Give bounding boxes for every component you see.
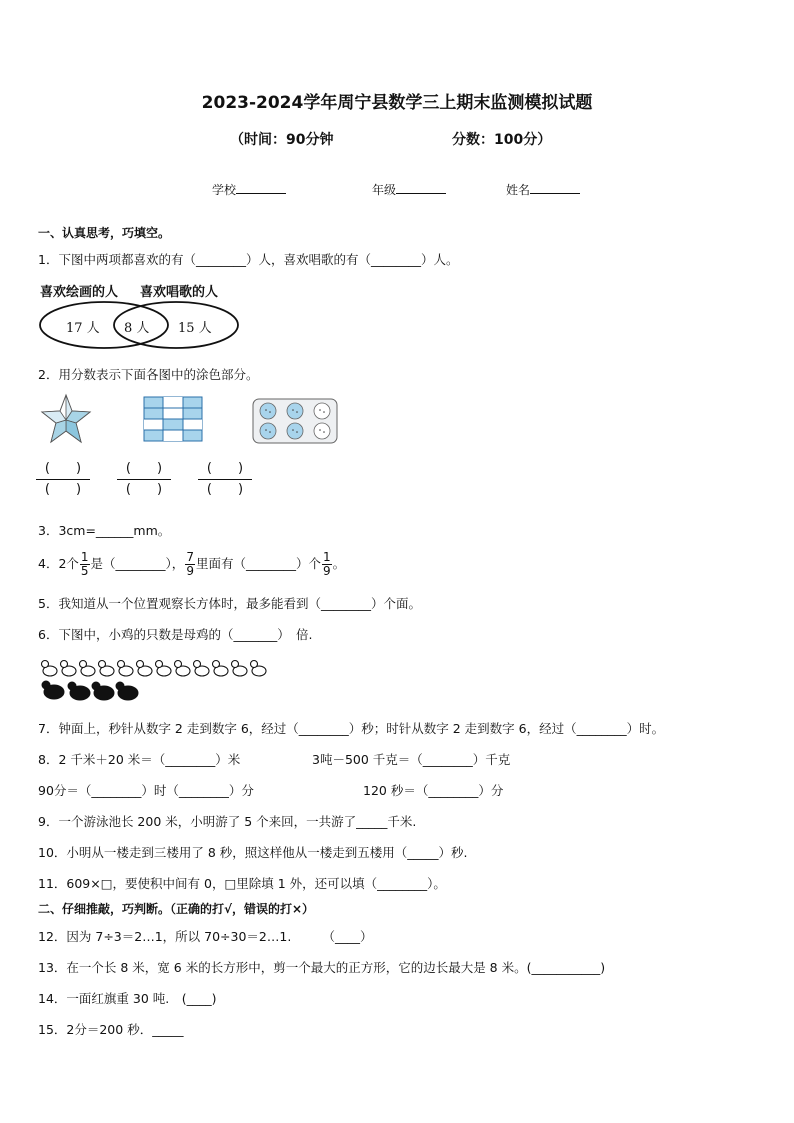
venn-middle-count: 8 人 [124, 321, 150, 336]
fraction-numerator: 1 [80, 550, 89, 564]
chick-icon [156, 661, 172, 677]
school-label: 学校 [212, 183, 237, 197]
venn-right-title: 喜欢唱歌的人 [140, 285, 219, 300]
fraction-denominator: 9 [322, 564, 331, 578]
fraction-answer-1-denominator[interactable]: ( ) [44, 482, 82, 497]
fraction-answer-2-denominator[interactable]: ( ) [125, 482, 163, 497]
fraction-answer-1[interactable] [36, 460, 90, 499]
name-label: 姓名 [506, 183, 531, 197]
fraction-answer-1-numerator[interactable]: ( ) [44, 461, 82, 476]
section-2-heading: 二、仔细推敲，巧判断。（正确的打√，错误的打×） [38, 902, 315, 916]
question-6: 6．下图中，小鸡的只数是母鸡的（_______） 倍. [38, 627, 313, 642]
question-3: 3．3cm=______mm。 [38, 523, 171, 538]
question-5: 5．我知道从一个位置观察长方体时，最多能看到（________）个面。 [38, 596, 421, 611]
hen-icon [116, 682, 138, 700]
question-8d: 120 秒＝（________）分 [363, 783, 504, 798]
grid-figure [143, 396, 203, 442]
time-label: （时间：90分钟 [230, 132, 334, 148]
chick-icon [232, 661, 248, 677]
school-field[interactable] [212, 181, 286, 198]
question-15: 15．2分＝200 秒．_____ [38, 1022, 184, 1037]
fraction-one-fifth [80, 551, 90, 578]
fraction-answer-3-denominator[interactable]: ( ) [206, 482, 244, 497]
chick-icon [118, 661, 134, 677]
chick-icon [137, 661, 153, 677]
fraction-seven-ninths [185, 551, 195, 578]
chick-icon [99, 661, 115, 677]
chick-icon [80, 661, 96, 677]
fraction-one-ninth [322, 551, 332, 578]
venn-right-count: 15 人 [178, 321, 212, 336]
q4-text-a: 4．2个 [38, 556, 79, 571]
fraction-numerator: 1 [322, 550, 331, 564]
question-2: 2．用分数表示下面各图中的涂色部分。 [38, 367, 259, 382]
chick-icon [42, 661, 58, 677]
fraction-bar [117, 479, 171, 480]
question-8a: 8．2 千米＋20 米＝（________）米 [38, 752, 241, 767]
school-blank[interactable] [236, 181, 286, 194]
chick-icon [175, 661, 191, 677]
fraction-bar [198, 479, 252, 480]
question-9: 9．一个游泳池长 200 米，小明游了 5 个来回，一共游了_____千米. [38, 814, 417, 829]
question-8c: 90分＝（________）时（________）分 [38, 783, 254, 798]
question-8b: 3吨－500 千克＝（________）千克 [312, 752, 511, 767]
section-1-heading: 一、认真思考，巧填空。 [38, 226, 171, 240]
venn-left-count: 17 人 [66, 321, 100, 336]
star-figure [38, 392, 94, 446]
chick-icon [251, 661, 267, 677]
question-13: 13．在一个长 8 米，宽 6 米的长方形中，剪一个最大的正方形，它的边长最大是 8 米。(___________) [38, 960, 606, 975]
grade-field[interactable] [372, 181, 446, 198]
fraction-denominator: 9 [186, 564, 194, 578]
hen-icon [92, 682, 114, 700]
chicks-and-hens-figure [40, 658, 270, 704]
venn-left-title: 喜欢绘画的人 [40, 285, 119, 300]
fraction-answer-2[interactable] [117, 460, 171, 499]
q4-text-d: 。 [332, 556, 346, 571]
question-1: 1．下图中两项都喜欢的有（________）人，喜欢唱歌的有（________）人。 [38, 252, 459, 267]
question-14: 14．一面红旗重 30 吨. (____) [38, 991, 217, 1006]
fraction-bar [36, 479, 90, 480]
grade-label: 年级 [372, 183, 397, 197]
question-10: 10．小明从一楼走到三楼用了 8 秒，照这样他从一楼走到五楼用（_____）秒. [38, 845, 468, 860]
question-4 [38, 547, 345, 581]
chick-icon [61, 661, 77, 677]
venn-diagram [38, 279, 248, 351]
fraction-denominator: 5 [80, 564, 89, 578]
chick-icon [194, 661, 210, 677]
fraction-numerator: 7 [186, 550, 194, 564]
fraction-answer-3[interactable] [198, 460, 252, 499]
fraction-answer-3-numerator[interactable]: ( ) [206, 461, 244, 476]
hen-icon [42, 681, 64, 699]
question-7: 7．钟面上，秒针从数字 2 走到数字 6，经过（________）秒；时针从数字 2 走到数字 6，经过（________）时。 [38, 721, 665, 736]
name-field[interactable] [506, 181, 580, 198]
strawberry-tray-figure [252, 398, 338, 444]
question-12: 12．因为 7÷3＝2…1，所以 70÷30＝2…1. （____） [38, 929, 373, 944]
chick-icon [213, 661, 229, 677]
score-label: 分数：100分） [452, 132, 552, 148]
question-11: 11．609×□，要使积中间有 0，□里除填 1 外，还可以填（________）。 [38, 876, 446, 891]
page-title: 2023-2024学年周宁县数学三上期末监测模拟试题 [201, 93, 593, 113]
q4-text-c: 里面有（________）个 [195, 556, 321, 571]
name-blank[interactable] [530, 181, 580, 194]
fraction-answer-2-numerator[interactable]: ( ) [125, 461, 163, 476]
q4-text-b: 是（________）， [90, 556, 185, 571]
hen-icon [68, 682, 90, 700]
grade-blank[interactable] [396, 181, 446, 194]
